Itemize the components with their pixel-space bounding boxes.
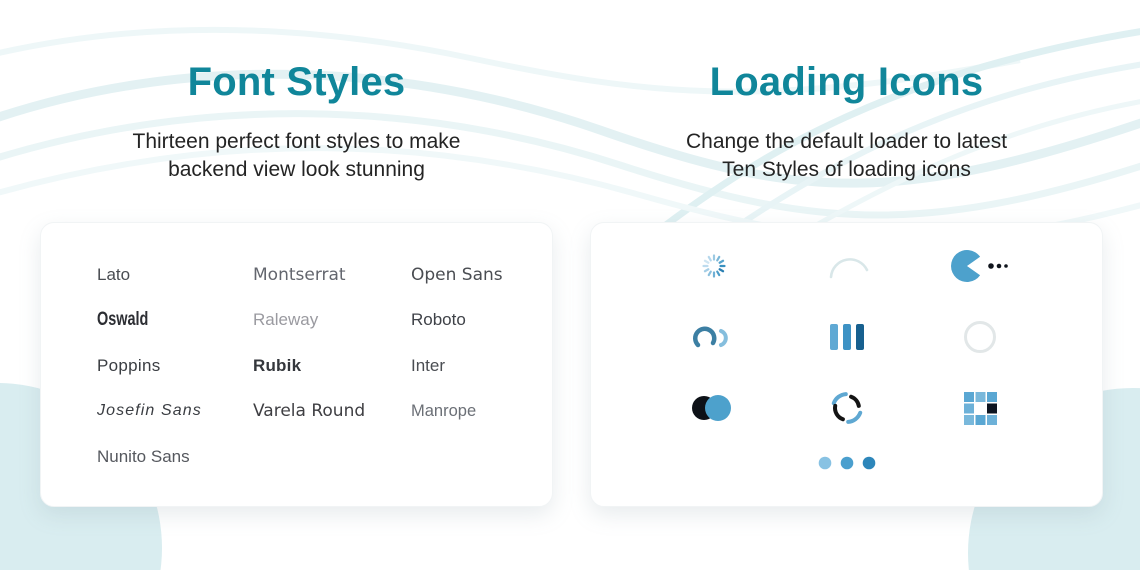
font-sample-open-sans: Open Sans [411, 264, 503, 285]
grid-squares-loader-icon [962, 390, 998, 426]
font-sample-lato: Lato [97, 264, 131, 284]
font-styles-subtitle-line2: backend view look stunning [168, 158, 425, 181]
dual-crescents-spinner-icon [691, 321, 737, 353]
rays-spinner-icon [701, 253, 727, 279]
font-styles-subtitle [133, 128, 461, 184]
font-sample-manrope: Manrope [411, 401, 477, 420]
loading-icons-card [590, 222, 1103, 507]
font-sample-inter: Inter [411, 355, 446, 375]
three-dots-loader-icon [591, 455, 1102, 471]
font-sample-josefin-sans: Josefin Sans [97, 402, 202, 420]
ring-loader-icon [962, 319, 998, 355]
loading-icons-section [590, 0, 1103, 578]
font-styles-section [40, 0, 553, 578]
vertical-bars-loader-icon [826, 321, 868, 353]
font-sample-roboto: Roboto [411, 310, 466, 330]
bracket-arcs-spinner-icon [827, 388, 867, 428]
font-sample-oswald: Oswald [97, 309, 149, 331]
loading-icons-subtitle-line2: Ten Styles of loading icons [722, 158, 971, 181]
font-sample-nunito-sans: Nunito Sans [97, 446, 190, 466]
font-sample-raleway: Raleway [253, 310, 319, 330]
font-sample-montserrat: Montserrat [253, 264, 346, 285]
font-sample-poppins: Poppins [97, 355, 161, 375]
font-sample-varela-round: Varela Round [253, 401, 366, 422]
loading-icons-subtitle [686, 128, 1007, 184]
font-styles-card [40, 222, 553, 507]
loading-icons-title: Loading Icons [709, 60, 984, 104]
loader-grid [591, 223, 1102, 443]
font-styles-subtitle-line1: Thirteen perfect font styles to make [132, 130, 461, 153]
loading-icons-subtitle-line1: Change the default loader to latest [685, 130, 1008, 153]
dual-circles-loader-icon [691, 393, 737, 423]
pacman-loader-icon [950, 248, 1010, 284]
font-list [41, 223, 552, 480]
font-sample-rubik: Rubik [253, 355, 302, 375]
font-styles-title: Font Styles [187, 60, 406, 104]
arc-spinner-icon [823, 245, 871, 287]
